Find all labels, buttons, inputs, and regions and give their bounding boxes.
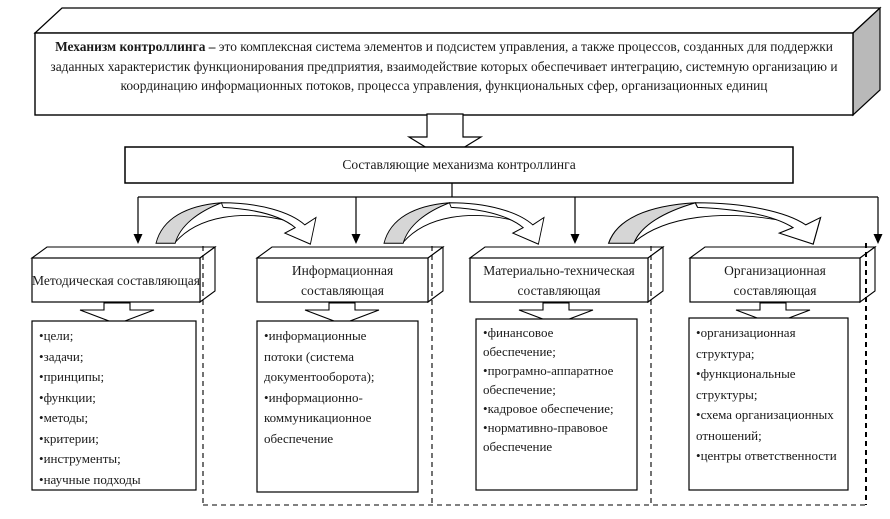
- column-title-informational: Информационная составляющая: [291, 263, 394, 298]
- cycle-arrow-icon: [609, 203, 821, 244]
- list-item: • нормативно-правовое обеспечение: [483, 418, 619, 456]
- list-item: • методы;: [39, 408, 194, 429]
- list-item: • функции;: [39, 388, 194, 409]
- column-title-material: Материально-техническая составляющая: [483, 263, 635, 298]
- list-item: • задачи;: [39, 347, 194, 368]
- list-organizational: [689, 318, 848, 490]
- list-material: [476, 319, 637, 490]
- list-item: • финансовое обеспечение;: [483, 323, 619, 361]
- list-informational: [257, 321, 418, 492]
- cycle-arrow-icon: [156, 203, 316, 244]
- list-item: • функциональные структуры;: [696, 364, 846, 405]
- list-item: • схема организационных отношений;: [696, 405, 846, 446]
- drop-arrow-icons: [134, 234, 883, 244]
- list-item: • цели;: [39, 326, 194, 347]
- column-title-methodical: Методическая составляющая: [32, 273, 200, 288]
- list-item: • информационные потоки (система документооборота);: [264, 326, 404, 388]
- components-header-label: Составляющие механизма контроллинга: [342, 157, 576, 172]
- intro-description: это комплексная система элементов и подсистем управления, а также процессов, созданных для поддержки заданных характеристик функционирования предприятия, взаимодействие которых обеспечивает интеграцию, системную организацию и координацию информационных потоков, процесса управления, функциональных сфер, организационных единиц: [50, 39, 838, 93]
- list-item: • инструменты;: [39, 449, 194, 470]
- cycle-arrow-icon: [384, 203, 544, 244]
- intro-term: Механизм контроллинга –: [55, 39, 216, 54]
- list-item: • научные подходы: [39, 470, 194, 491]
- list-item: • информационно-коммуникационное обеспечение: [264, 388, 404, 450]
- list-item: • програмно-аппаратное обеспечение;: [483, 361, 619, 399]
- column-title-organizational: Организационная составляющая: [724, 263, 826, 298]
- list-item: • организационная структура;: [696, 323, 846, 364]
- list-methodical: [32, 321, 196, 490]
- list-item: • кадровое обеспечение;: [483, 399, 619, 418]
- list-item: • критерии;: [39, 429, 194, 450]
- list-item: • центры ответственности: [696, 446, 846, 467]
- intro-definition: [42, 37, 846, 113]
- list-item: • принципы;: [39, 367, 194, 388]
